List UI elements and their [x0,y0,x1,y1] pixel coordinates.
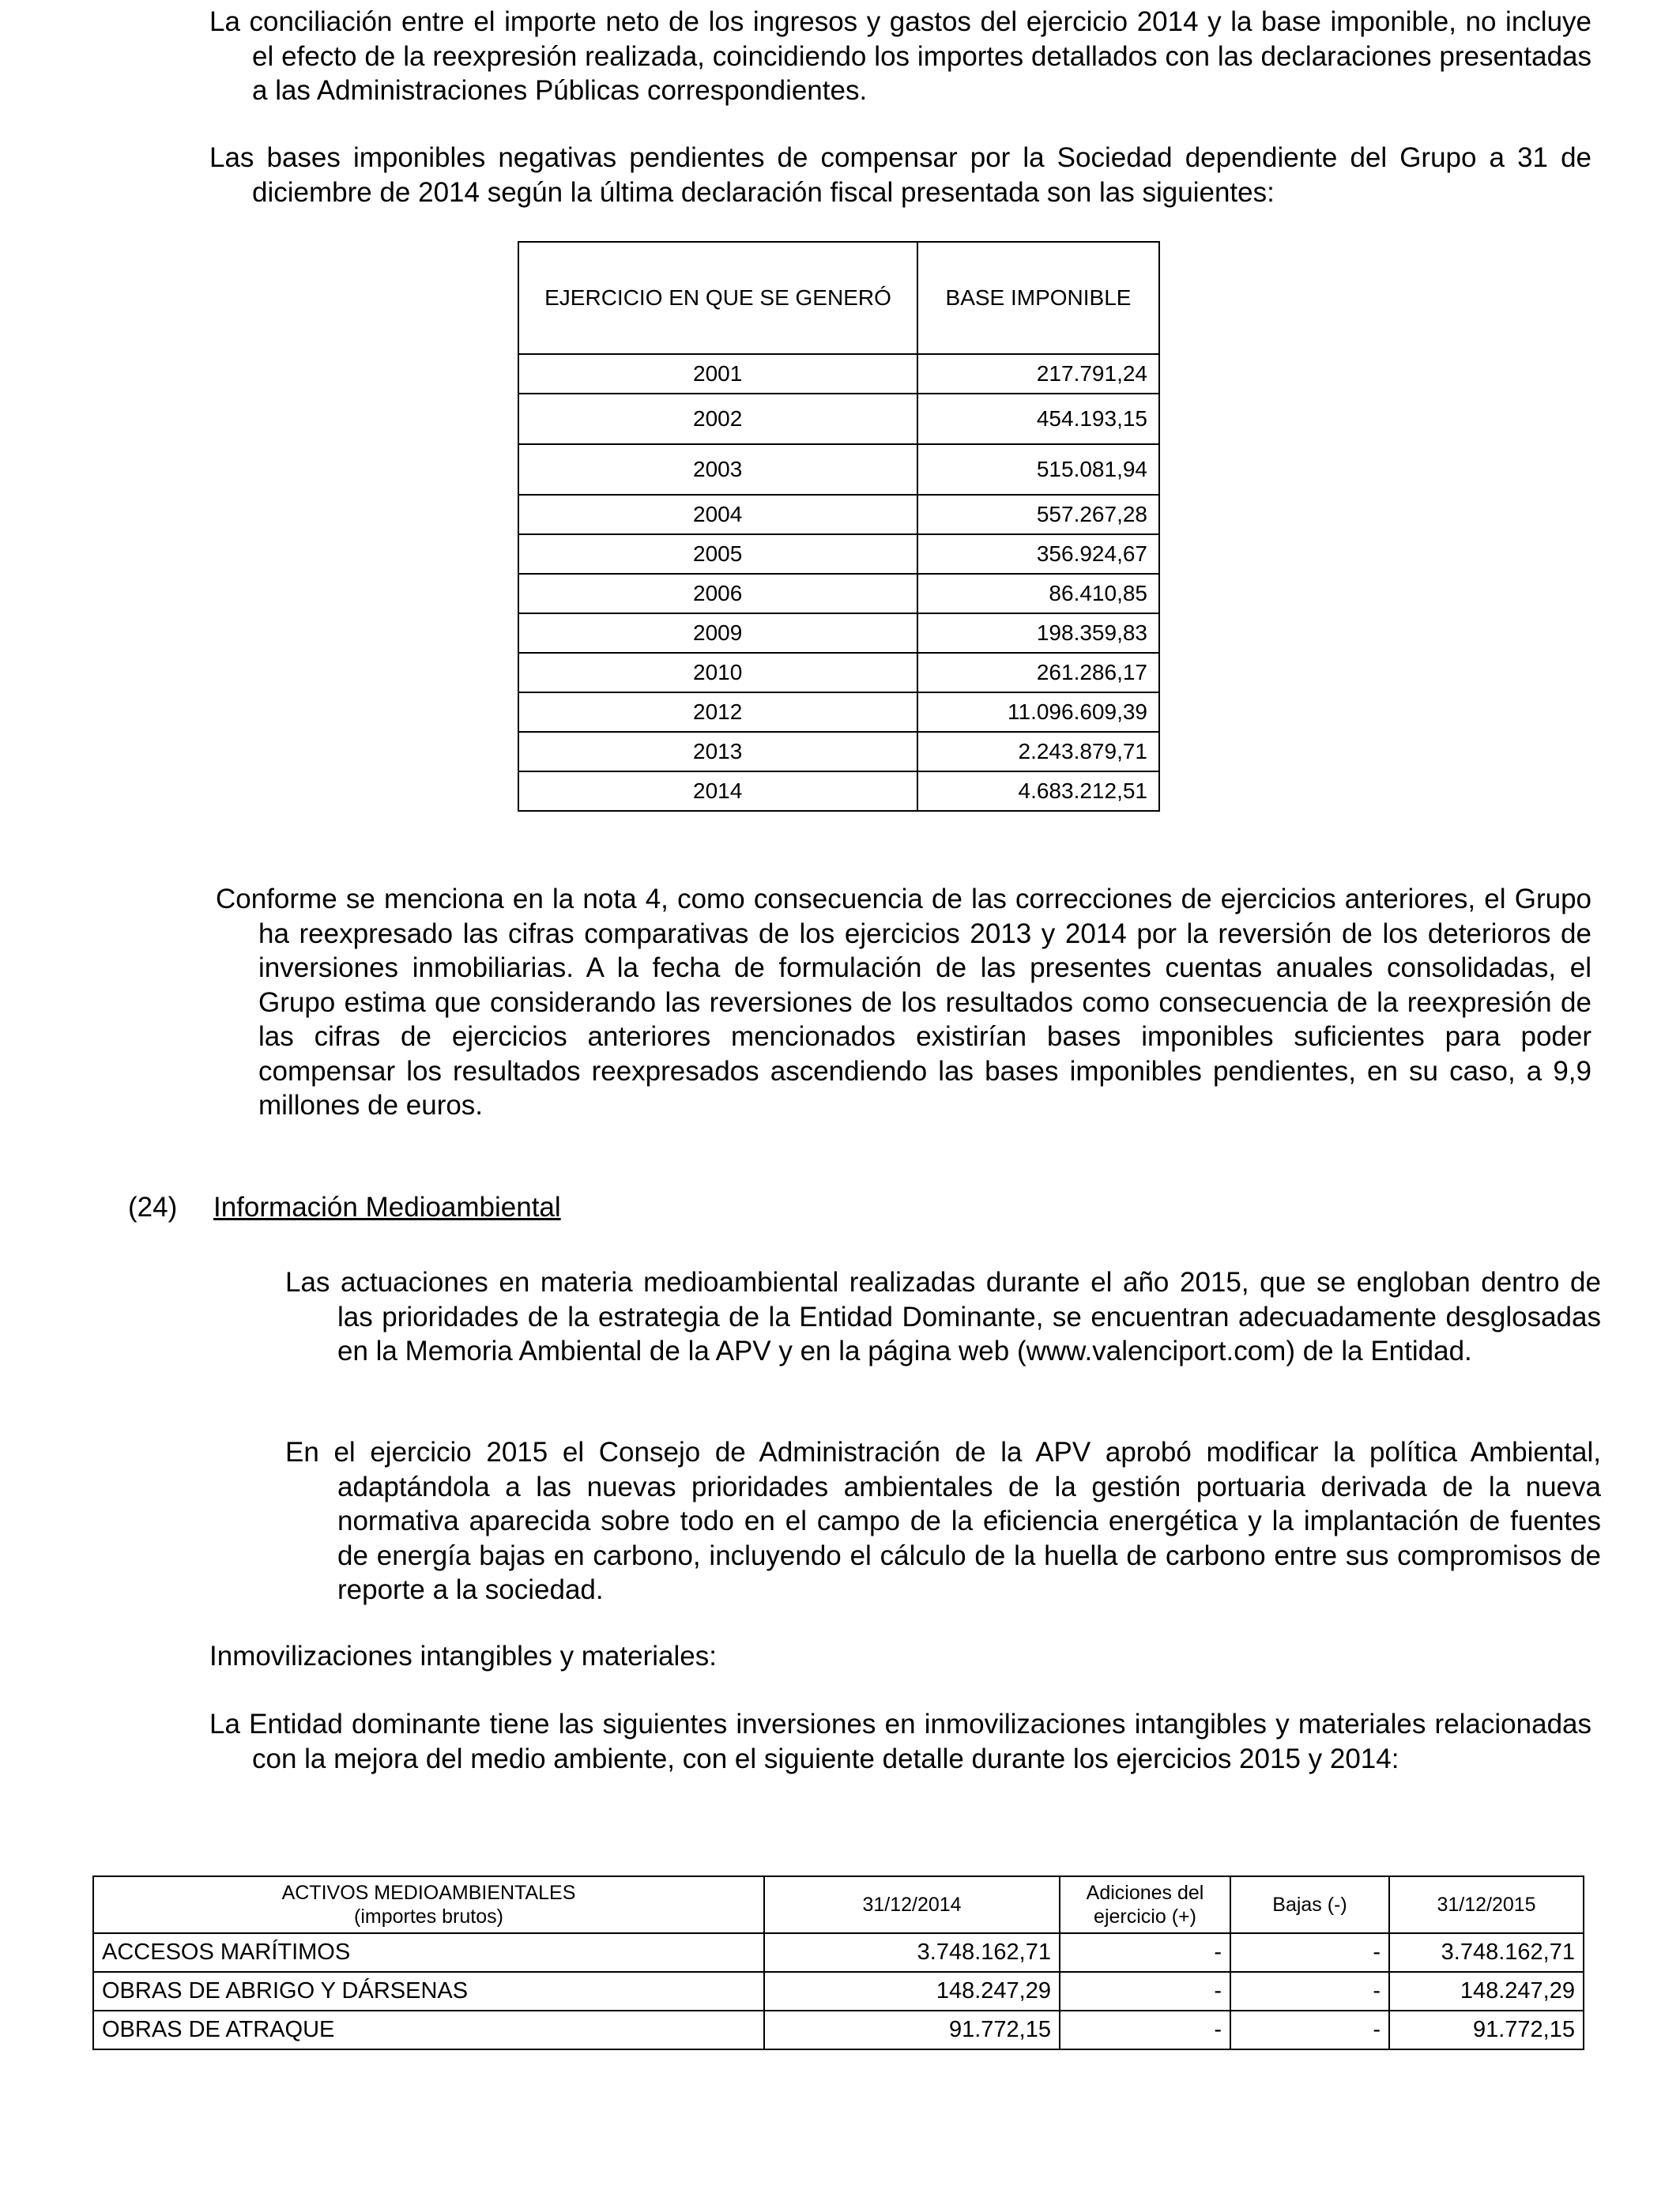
table-row [93,1972,1584,2011]
paragraph-reexpresion: Conforme se menciona en la nota 4, como consecuencia de las correcciones de ejercicios anteriores, el Grupo ha reexpresado las cifras comparativas de los ejercicios 2013 y 2014 por la reversión de los deterioros de inversiones inmobiliarias. A la fecha de formulación de las presentes cuentas anuales consolidadas, el Grupo estima que considerando las reversiones de los resultados como consecuencia de la reexpresión de las cifras de ejercicios anteriores mencionados existirían bases imponibles suficientes para poder compensar los resultados reexpresados ascendiendo las bases imponibles pendientes, en su caso, a 9,9 millones de euros. [216,884,1591,1121]
bajas-cell: - [1230,1933,1389,1972]
bajas-cell: - [1230,2011,1389,2049]
adiciones-cell: - [1060,1933,1230,1972]
bajas-cell: - [1230,1972,1389,2011]
year-cell: 2014 [518,771,917,811]
section-title: Información Medioambiental [213,1192,561,1223]
asset-name-cell: OBRAS DE ABRIGO Y DÁRSENAS [93,1972,764,2011]
value-cell: 11.096.609,39 [917,692,1159,732]
table-row [518,732,1159,771]
value-2015-cell: 91.772,15 [1389,2011,1584,2049]
table-row [93,1933,1584,1972]
year-cell: 2005 [518,534,917,574]
table-row [518,495,1159,534]
paragraph-conciliacion: La conciliación entre el importe neto de los ingresos y gastos del ejercicio 2014 y la base imponible, no incluye el efecto de la reexpresión realizada, coincidiendo los importes detallados con las declaraciones presentadas a las Administraciones Públicas correspondientes. [209,6,1591,106]
value-cell: 261.286,17 [917,653,1159,692]
year-cell: 2010 [518,653,917,692]
section-number: (24) [128,1192,178,1223]
year-cell: 2012 [518,692,917,732]
year-cell: 2004 [518,495,917,534]
header-activos [93,1876,764,1933]
adiciones-cell: - [1060,1972,1230,2011]
header-ejercicio: EJERCICIO EN QUE SE GENERÓ [518,242,917,354]
value-2015-cell: 3.748.162,71 [1389,1933,1584,1972]
value-cell: 86.410,85 [917,574,1159,613]
header-activos-line1: ACTIVOS MEDIOAMBIENTALES [281,1882,576,1904]
value-2014-cell: 91.772,15 [764,2011,1060,2049]
value-2014-cell: 148.247,29 [764,1972,1060,2011]
asset-name-cell: OBRAS DE ATRAQUE [93,2011,764,2049]
value-cell: 356.924,67 [917,534,1159,574]
table-row [93,2011,1584,2049]
subheading-inmovilizaciones: Inmovilizaciones intangibles y materiales: [209,1641,717,1672]
header-adiciones-line1: Adiciones del [1086,1882,1204,1904]
value-cell: 454.193,15 [917,394,1159,444]
paragraph-actuaciones: Las actuaciones en materia medioambiental realizadas durante el año 2015, que se engloban dentro de las prioridades de la estrategia de la Entidad Dominante, se encuentran adecuadamente desglosadas en la Memoria Ambiental de la APV y en la página web (www.valenciport.com) de la Entidad. [285,1267,1601,1367]
table-header-row [518,242,1159,354]
bases-imponibles-table [518,241,1160,812]
header-adiciones [1060,1876,1230,1933]
year-cell: 2009 [518,613,917,653]
value-cell: 4.683.212,51 [917,771,1159,811]
header-31-12-2014: 31/12/2014 [764,1876,1060,1933]
table-row [518,653,1159,692]
header-bajas: Bajas (-) [1230,1876,1389,1933]
value-cell: 557.267,28 [917,495,1159,534]
header-adiciones-line2: ejercicio (+) [1094,1906,1196,1928]
header-activos-line2: (importes brutos) [354,1906,503,1928]
paragraph-politica-ambiental: En el ejercicio 2015 el Consejo de Administración de la APV aprobó modificar la política Ambiental, adaptándola a las nuevas prioridades ambientales de la gestión portuaria derivada de la nueva normativa aparecida sobre todo en el campo de la eficiencia energética y la implantación de fuentes de energía bajas en carbono, incluyendo el cálculo de la huella de carbono entre sus compromisos de reporte a la sociedad. [285,1437,1601,1605]
value-cell: 515.081,94 [917,444,1159,495]
table-row [518,574,1159,613]
paragraph-inversiones: La Entidad dominante tiene las siguientes inversiones en inmovilizaciones intangibles y materiales relacionadas con la mejora del medio ambiente, con el siguiente detalle durante los ejercicios 2015 y 2014: [209,1709,1591,1774]
adiciones-cell: - [1060,2011,1230,2049]
table-row [518,394,1159,444]
header-31-12-2015: 31/12/2015 [1389,1876,1584,1933]
paragraph-bases-imponibles: Las bases imponibles negativas pendientes de compensar por la Sociedad dependiente del Grupo a 31 de diciembre de 2014 según la última declaración fiscal presentada son las siguientes: [209,142,1591,208]
value-cell: 2.243.879,71 [917,732,1159,771]
table-row [518,444,1159,495]
value-2014-cell: 3.748.162,71 [764,1933,1060,1972]
year-cell: 2003 [518,444,917,495]
value-cell: 217.791,24 [917,354,1159,394]
table-row [518,613,1159,653]
section-heading [128,1190,561,1224]
value-cell: 198.359,83 [917,613,1159,653]
year-cell: 2001 [518,354,917,394]
activos-medioambientales-table [92,1875,1584,2050]
table-header-row [93,1876,1584,1933]
table-row [518,771,1159,811]
table-row [518,534,1159,574]
table-row [518,354,1159,394]
table-row [518,692,1159,732]
asset-name-cell: ACCESOS MARÍTIMOS [93,1933,764,1972]
header-base-imponible: BASE IMPONIBLE [917,242,1159,354]
value-2015-cell: 148.247,29 [1389,1972,1584,2011]
year-cell: 2013 [518,732,917,771]
year-cell: 2002 [518,394,917,444]
year-cell: 2006 [518,574,917,613]
